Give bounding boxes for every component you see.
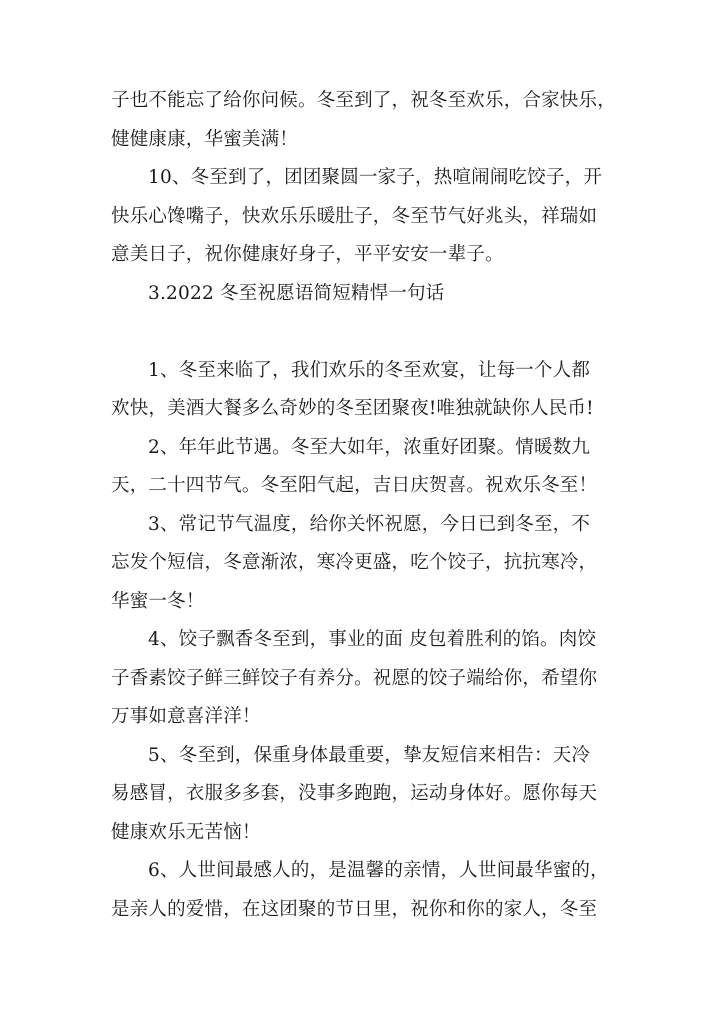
paragraph-10 — [111, 159, 611, 275]
paragraph-5 — [111, 737, 611, 853]
paragraph-6 — [111, 852, 611, 929]
text-line: 3、常记节气温度，给你关怀祝愿，今日已到冬至，不 — [148, 513, 591, 535]
paragraph-1 — [111, 352, 611, 429]
text-line: 1、冬至来临了，我们欢乐的冬至欢宴，让每一个人都 — [148, 359, 591, 381]
text-line: 华蜜一冬！ — [111, 590, 205, 612]
text-line: 4、饺子飘香冬至到，事业的面 皮包着胜利的馅。肉饺 — [148, 629, 597, 650]
paragraph-4 — [111, 621, 611, 737]
text-line: 2、年年此节遇。冬至大如年，浓重好团聚。情暖数九 — [148, 436, 591, 458]
text-line: 忘发个短信，冬意渐浓，寒冷更盛，吃个饺子，抗抗寒冷， — [111, 552, 598, 573]
paragraph-3 — [111, 506, 611, 622]
blank-line — [111, 313, 611, 352]
text-line: 6、人世间最感人的，是温馨的亲情，人世间最华蜜的， — [148, 860, 609, 881]
text-line: 5、冬至到，保重身体最重要，挚友短信来相告：天冷 — [148, 744, 591, 766]
text-line: 天，二十四节气。冬至阳气起，吉日庆贺喜。祝欢乐冬至！ — [111, 475, 598, 496]
paragraph-continuation — [111, 82, 616, 159]
text-line: 欢快，美酒大餐多么奇妙的冬至团聚夜!唯独就缺你人民币! — [111, 398, 594, 419]
text-line: 意美日子，祝你健康好身子，平平安安一辈子。 — [111, 244, 504, 265]
text-line: 万事如意喜洋洋！ — [111, 706, 261, 727]
section-heading: 3.2022 冬至祝愿语简短精悍一句话 — [148, 282, 445, 304]
document-body — [111, 82, 616, 929]
text-line: 子也不能忘了给你问候。冬至到了，祝冬至欢乐，合家快乐， — [111, 90, 616, 111]
text-line: 快乐心馋嘴子，快欢乐乐暖肚子，冬至节气好兆头，祥瑞如 — [111, 205, 598, 227]
text-line: 健健康康，华蜜美满！ — [111, 128, 299, 150]
text-line: 健康欢乐无苦恼！ — [111, 821, 261, 843]
text-line: 易感冒，衣服多多套，没事多跑跑，运动身体好。愿你每天 — [111, 783, 598, 804]
text-line: 是亲人的爱惜，在这团聚的节日里，祝你和你的家人，冬至 — [111, 898, 598, 920]
text-line: 10、冬至到了，团团聚圆一家子，热喧闹闹吃饺子，开 — [148, 167, 603, 188]
paragraph-2 — [111, 429, 611, 506]
text-line: 子香素饺子鲜三鲜饺子有养分。祝愿的饺子端给你，希望你 — [111, 667, 598, 689]
